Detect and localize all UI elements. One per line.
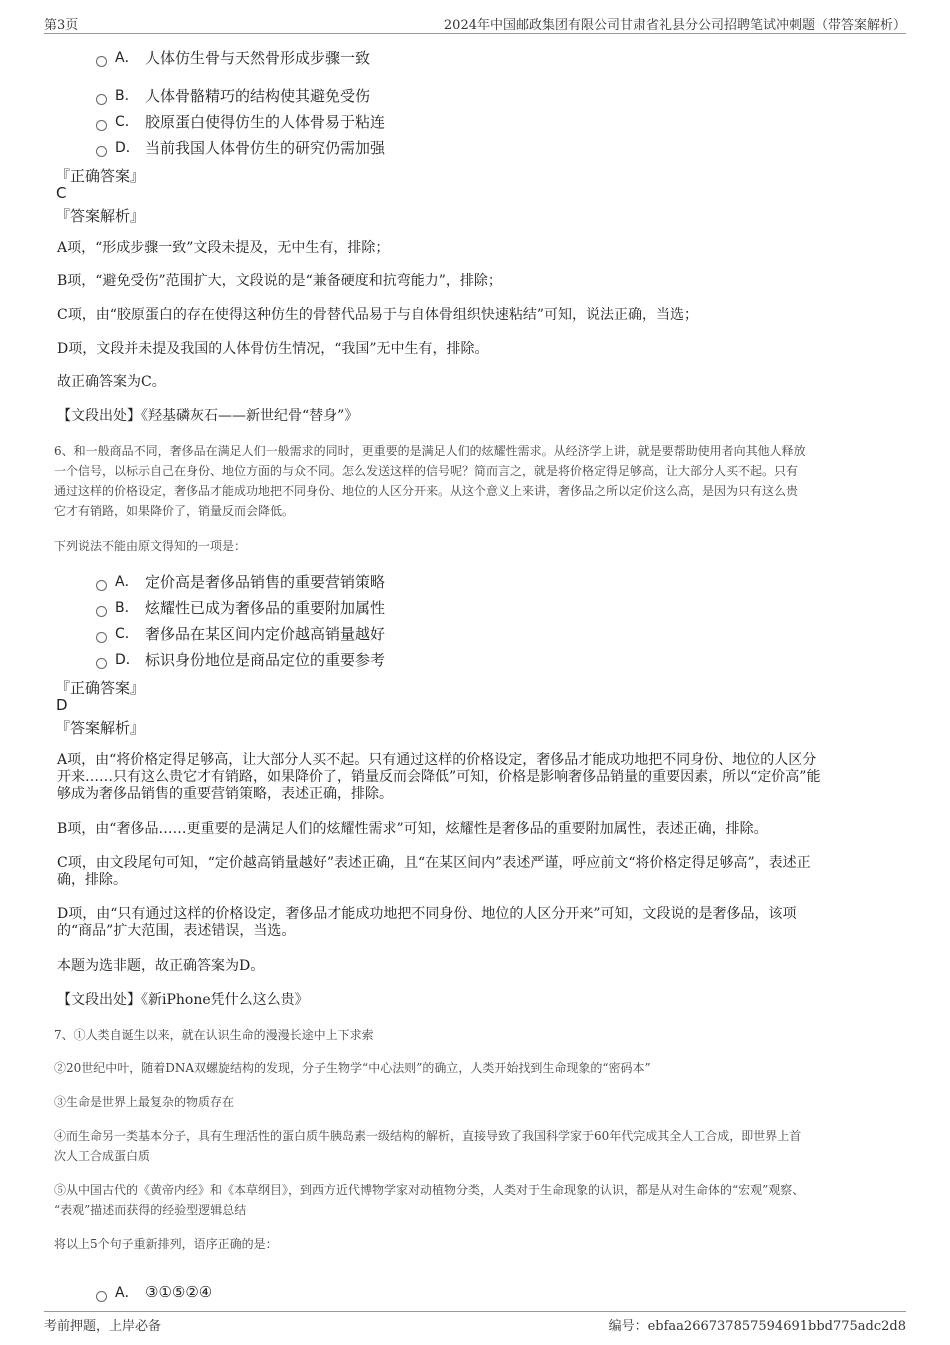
q6-conclusion: 本题为选非题，故正确答案为D。 xyxy=(57,958,265,974)
q5-analysis-d: D项，文段并未提及我国的人体骨仿生情况，“我国”无中生有，排除。 xyxy=(57,341,489,357)
header-divider xyxy=(44,33,906,34)
document-id: 编号：ebfaa266737857594691bbd775adc2d8 xyxy=(608,1319,906,1334)
q5-analysis-c: C项，由“胶原蛋白的存在使得这种仿生的骨替代品易于与自体骨组织快速粘结”可知，说法正确，当选； xyxy=(57,307,699,323)
q5-source: 【文段出处】《羟基磷灰石——新世纪骨“替身”》 xyxy=(57,408,359,424)
q6-stem: 6、和一般商品不同，奢侈品在满足人们一般需求的同时，更重要的是满足人们的炫耀性需求。从经济学上讲，就是要帮助使用者向其他人释放 一个信号，以标示自己在身份、地位方面的与众不同。怎么发送这样的信号呢？简而言之，就是将价格定得足够高，让大部分人买不起。只有 通过这样的价格设定，奢侈品才能成功地把不同身份、地位的人区分开来。从这个意义上来讲，奢侈品之所以定价这么高，是因为只有这么贵 它才有销路，如果降价了，销量反而会降低。 xyxy=(54,444,806,518)
radio-icon[interactable] xyxy=(96,94,107,105)
q7-sentence-2: ②20世纪中叶，随着DNA双螺旋结构的发现，分子生物学“中心法则”的确立，人类开始找到生命现象的“密码本” xyxy=(54,1061,651,1075)
q5-answer: C xyxy=(56,184,67,202)
q6-answer-label: 『正确答案』 xyxy=(55,679,146,697)
q7-sentence-3: ③生命是世界上最复杂的物质存在 xyxy=(54,1095,235,1109)
q6-analysis-c: C项，由文段尾句可知，“定价越高销量越好”表述正确，且“在某区间内”表述严谨，呼应前文“将价格定得足够高”，表述正 确，排除。 xyxy=(57,855,811,888)
radio-icon[interactable] xyxy=(96,658,107,669)
q6-analysis-d: D项，由“只有通过这样的价格设定，奢侈品才能成功地把不同身份、地位的人区分开来”可知，文段说的是奢侈品，该项 的“商品”扩大范围，表述错误，当选。 xyxy=(57,906,797,939)
radio-icon[interactable] xyxy=(96,606,107,617)
q6-option-a[interactable]: A． 定价高是奢侈品销售的重要营销策略 xyxy=(96,571,385,591)
radio-icon[interactable] xyxy=(96,1291,107,1302)
q6-option-b[interactable]: B． 炫耀性已成为奢侈品的重要附加属性 xyxy=(96,597,385,617)
document-title: 2024年中国邮政集团有限公司甘肃省礼县分公司招聘笔试冲刺题（带答案解析） xyxy=(443,18,906,33)
q5-option-b[interactable]: B． 人体骨骼精巧的结构使其避免受伤 xyxy=(96,85,370,105)
q6-analysis-b: B项，由“奢侈品……更重要的是满足人们的炫耀性需求”可知，炫耀性是奢侈品的重要附加属性，表述正确，排除。 xyxy=(57,821,768,837)
q7-prompt: 将以上5个句子重新排列，语序正确的是： xyxy=(54,1237,278,1251)
page-number: 第3页 xyxy=(44,18,79,33)
q6-analysis-label: 『答案解析』 xyxy=(55,719,146,737)
q5-analysis-label: 『答案解析』 xyxy=(55,207,146,225)
q5-conclusion: 故正确答案为C。 xyxy=(57,374,166,390)
footer-divider xyxy=(44,1311,906,1312)
q7-sentence-5: ⑤从中国古代的《黄帝内经》和《本草纲目》，到西方近代博物学家对动植物分类，人类对于生命现象的认识，都是从对生命体的“宏观”观察、 “表观”描述而获得的经验型逻辑总结 xyxy=(54,1183,805,1217)
radio-icon[interactable] xyxy=(96,56,107,67)
q5-answer-label: 『正确答案』 xyxy=(55,167,146,185)
q5-option-c[interactable]: C． 胶原蛋白使得仿生的人体骨易于粘连 xyxy=(96,111,385,131)
q5-option-a[interactable]: A． 人体仿生骨与天然骨形成步骤一致 xyxy=(96,47,370,67)
footer-slogan: 考前押题，上岸必备 xyxy=(44,1319,162,1334)
q7-option-a[interactable]: A． ③①⑤②④ xyxy=(96,1282,212,1302)
radio-icon[interactable] xyxy=(96,580,107,591)
q7-sentence-4: ④而生命另一类基本分子，具有生理活性的蛋白质牛胰岛素一级结构的解析，直接导致了我国科学家于60年代完成其全人工合成，即世界上首 次人工合成蛋白质 xyxy=(54,1129,802,1163)
q5-option-d[interactable]: D． 当前我国人体骨仿生的研究仍需加强 xyxy=(96,137,385,157)
radio-icon[interactable] xyxy=(96,146,107,157)
q6-option-c[interactable]: C． 奢侈品在某区间内定价越高销量越好 xyxy=(96,623,385,643)
q6-source: 【文段出处】《新iPhone凭什么这么贵》 xyxy=(57,992,309,1008)
q5-analysis-b: B项，“避免受伤”范围扩大，文段说的是“兼备硬度和抗弯能力”，排除； xyxy=(57,273,502,289)
q7-sentence-1: 7、①人类自诞生以来，就在认识生命的漫漫长途中上下求索 xyxy=(54,1028,374,1042)
q6-prompt: 下列说法不能由原文得知的一项是： xyxy=(54,539,247,553)
q6-analysis-a: A项，由“将价格定得足够高，让大部分人买不起。只有通过这样的价格设定，奢侈品才能成功地把不同身份、地位的人区分 开来……只有这么贵它才有销路，如果降价了，销量反而会降低”可知，价格是影响奢侈品销量的重要因素，所以“定价高”能 够成为奢侈品销售的重要营销策略，表述正确，排除。 xyxy=(57,752,821,802)
q5-analysis-a: A项，“形成步骤一致”文段未提及，无中生有，排除； xyxy=(57,240,390,256)
radio-icon[interactable] xyxy=(96,120,107,131)
radio-icon[interactable] xyxy=(96,632,107,643)
q6-option-d[interactable]: D． 标识身份地位是商品定位的重要参考 xyxy=(96,649,385,669)
q6-answer: D xyxy=(56,696,68,714)
